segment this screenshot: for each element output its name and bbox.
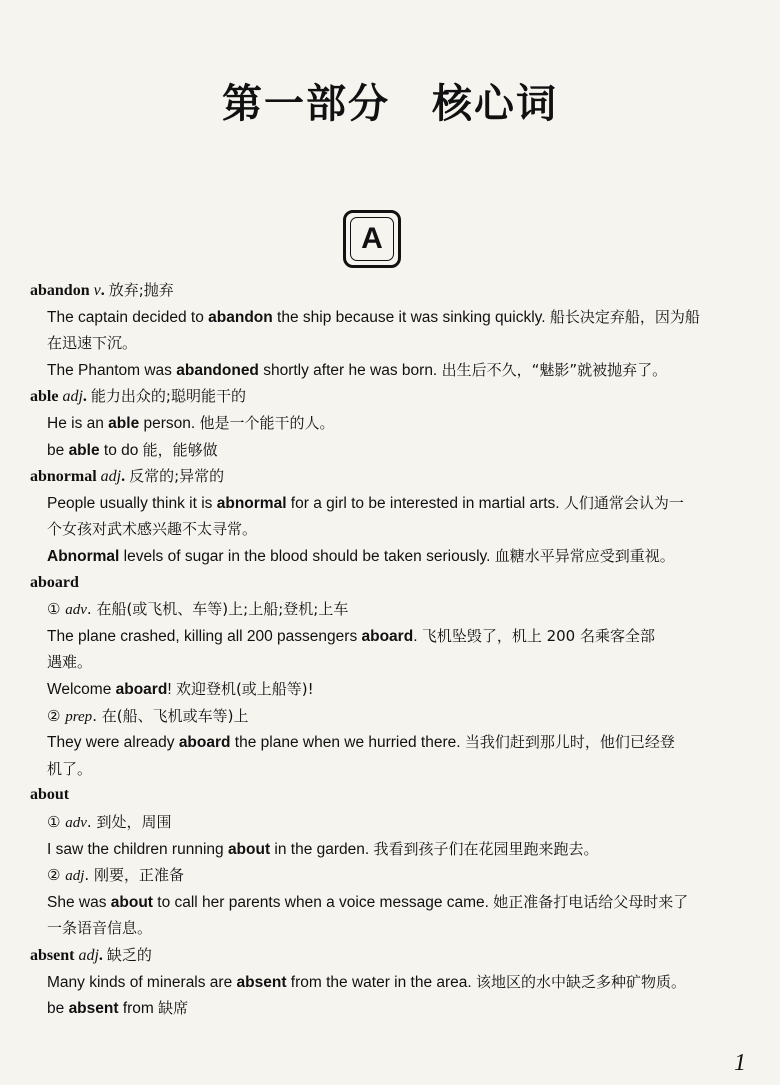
sense-number: ② (47, 706, 61, 725)
example-line (47, 546, 675, 567)
translation: 出生后不久，“魅影”就被抛弃了。 (441, 360, 668, 379)
sense-number: ② (47, 866, 61, 885)
translation: 血糖水平异常应受到重视。 (494, 547, 675, 565)
translation: 在迅速下沉。 (47, 334, 138, 353)
translation: 该地区的水中缺乏多种矿物质。 (476, 972, 687, 991)
example-text: She was (47, 893, 111, 911)
part-of-speech: adv (65, 602, 87, 619)
part-of-speech: prep (65, 708, 93, 725)
example-text: The captain decided to (47, 308, 209, 326)
translation: 遇难。 (47, 653, 93, 672)
section-letter: A (361, 222, 383, 255)
example-line (47, 652, 92, 673)
sense-line: ① adv. 在船(或飞机、车等)上;上船;登机;上车 (47, 600, 349, 619)
example-keyword: Abnormal (47, 548, 120, 565)
example-line (47, 626, 655, 647)
definition: 缺乏的 (106, 946, 152, 964)
example-keyword: able (108, 415, 140, 432)
definition: 到处，周围 (96, 813, 172, 831)
example-text: Welcome (47, 681, 116, 698)
section-letter-badge (343, 210, 401, 268)
translation: 飞机坠毁了，机上 200 名乘客全部 (421, 626, 655, 645)
example-text: Many kinds of minerals are (47, 973, 237, 991)
headword: about (30, 786, 70, 804)
example-text: the ship because it was sinking quickly. (272, 308, 546, 326)
example-line (47, 998, 188, 1019)
part-of-speech: adj (100, 468, 122, 486)
example-line (47, 307, 700, 328)
translation: 能，能够做 (142, 440, 218, 459)
part-of-speech: adj (62, 388, 83, 406)
example-keyword: abandon (208, 308, 273, 326)
example-keyword: abandoned (176, 361, 259, 379)
example-text: They were already (47, 734, 179, 752)
translation: 当我们赶到那儿时，他们已经登 (464, 733, 675, 752)
example-keyword: about (110, 893, 153, 911)
page-number: 1 (734, 1050, 746, 1076)
example-text: levels of sugar in the blood should be taken seriously. (119, 548, 491, 565)
definition: 在(船、飞机或车等)上 (101, 706, 249, 725)
headword: aboard (30, 573, 79, 591)
definition: 放弃;抛弃 (108, 281, 174, 299)
translation: 机了。 (47, 759, 93, 778)
example-keyword: aboard (115, 681, 168, 698)
translation: 人们通常会认为一 (563, 493, 684, 512)
example-text: I saw the children running (47, 840, 228, 858)
example-text: be (47, 441, 69, 459)
example-text: for a girl to be interested in martial arts. (286, 494, 560, 512)
example-keyword: about (227, 840, 271, 858)
definition: 反常的;异常的 (129, 467, 225, 486)
part-of-speech: adv (65, 815, 87, 831)
example-line (47, 759, 92, 780)
example-line (47, 519, 257, 540)
translation: 欢迎登机(或上船等)! (175, 680, 314, 698)
example-line (47, 360, 667, 381)
example-text: The Phantom was (47, 361, 177, 379)
example-text: from the water in the area. (286, 973, 472, 991)
headword: absent (30, 947, 75, 964)
example-line (47, 732, 675, 753)
definition: 能力出众的;聪明能干的 (90, 387, 246, 406)
example-text: the plane when we hurried there. (230, 734, 461, 752)
example-keyword: absent (236, 973, 287, 991)
example-text: to do (99, 441, 143, 459)
example-text: person. (139, 415, 196, 432)
example-keyword: aboard (178, 734, 231, 752)
example-line (47, 413, 335, 434)
headword-line (30, 573, 79, 593)
example-keyword: absent (68, 1000, 119, 1018)
example-keyword: abnormal (216, 494, 287, 512)
sense-line: ② prep. 在(船、飞机或车等)上 (47, 706, 249, 725)
page-title: 第一部分 核心词 (222, 81, 558, 127)
example-line (47, 679, 314, 700)
headword-line (30, 785, 69, 805)
part-of-speech: v (93, 282, 101, 299)
headword-line: abandon v. 放弃;抛弃 (30, 281, 174, 299)
translation: 缺席 (158, 999, 189, 1018)
example-text: ! (167, 681, 172, 698)
example-line (47, 493, 684, 514)
example-line (47, 972, 686, 993)
example-line (47, 892, 688, 913)
headword-line: able adj. 能力出众的;聪明能干的 (30, 387, 246, 406)
example-line (47, 839, 599, 860)
translation: 他是一个能干的人。 (199, 414, 335, 432)
headword: able (30, 388, 59, 406)
example-text: . (413, 627, 418, 645)
translation: 船长决定弃船，因为船 (549, 307, 700, 326)
headword-line: absent adj. 缺乏的 (30, 946, 152, 964)
translation: 个女孩对武术感兴趣不太寻常。 (47, 520, 258, 539)
headword: abandon (30, 282, 90, 299)
sense-number: ① (47, 813, 61, 831)
headword-line: abnormal adj. 反常的;异常的 (30, 467, 225, 486)
definition: 在船(或飞机、车等)上;上船;登机;上车 (96, 600, 349, 619)
example-text: The plane crashed, killing all 200 passengers (47, 627, 362, 645)
sense-number: ① (47, 600, 61, 619)
example-text: in the garden. (270, 840, 370, 858)
example-keyword: able (68, 441, 100, 459)
example-text: from (118, 1000, 159, 1018)
translation: 我看到孩子们在花园里跑来跑去。 (373, 839, 599, 858)
example-text: He is an (47, 415, 109, 432)
example-line (47, 440, 218, 461)
definition: 刚要，正准备 (93, 866, 184, 885)
translation: 她正准备打电话给父母时来了 (493, 892, 689, 911)
example-text: shortly after he was born. (258, 361, 438, 379)
example-line (47, 918, 152, 939)
sense-line: ① adv. 到处，周围 (47, 813, 172, 831)
sense-line: ② adj. 刚要，正准备 (47, 866, 184, 885)
headword: abnormal (30, 468, 97, 486)
example-line (47, 333, 137, 354)
part-of-speech: adj (78, 947, 99, 964)
example-text: People usually think it is (47, 494, 217, 512)
example-keyword: aboard (361, 627, 414, 645)
translation: 一条语音信息。 (47, 919, 153, 938)
example-text: to call her parents when a voice message came. (152, 893, 489, 911)
part-of-speech: adj (65, 868, 85, 885)
example-text: be (47, 1000, 69, 1018)
